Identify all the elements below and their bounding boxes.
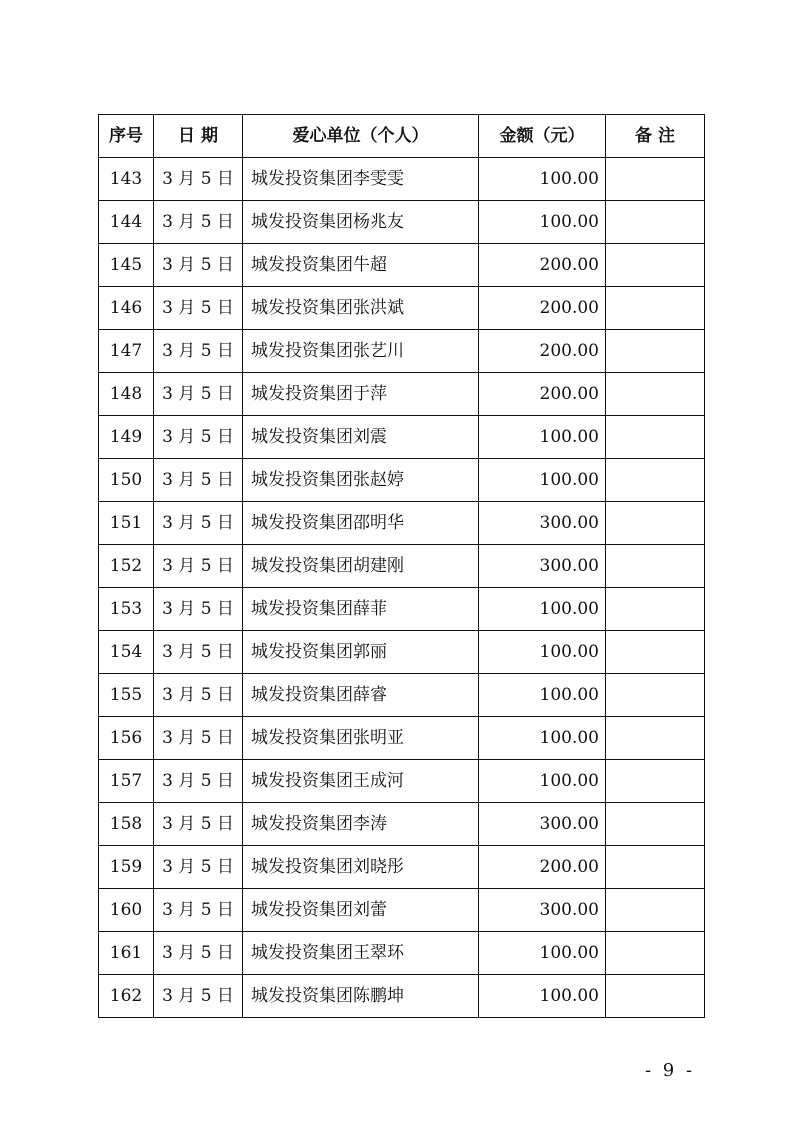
cell-date: 3 月 5 日 [154,502,243,545]
header-date: 日 期 [154,115,243,158]
cell-note [606,545,705,588]
table-row [99,631,705,674]
cell-amount: 100.00 [479,631,606,674]
cell-amount: 200.00 [479,373,606,416]
table-row [99,846,705,889]
cell-date: 3 月 5 日 [154,717,243,760]
cell-donor: 城发投资集团邵明华 [243,502,479,545]
cell-no: 144 [99,201,154,244]
cell-no: 152 [99,545,154,588]
cell-donor: 城发投资集团胡建刚 [243,545,479,588]
cell-no: 154 [99,631,154,674]
cell-no: 147 [99,330,154,373]
cell-date: 3 月 5 日 [154,846,243,889]
header-donor: 爱心单位（个人） [243,115,479,158]
table-row [99,244,705,287]
cell-amount: 100.00 [479,674,606,717]
cell-amount: 200.00 [479,244,606,287]
cell-amount: 200.00 [479,287,606,330]
table-row [99,287,705,330]
table-row [99,158,705,201]
cell-note [606,717,705,760]
cell-no: 145 [99,244,154,287]
cell-date: 3 月 5 日 [154,932,243,975]
table-row [99,889,705,932]
cell-note [606,459,705,502]
table-row [99,975,705,1018]
cell-donor: 城发投资集团李雯雯 [243,158,479,201]
table-row [99,373,705,416]
cell-no: 150 [99,459,154,502]
cell-no: 161 [99,932,154,975]
cell-note [606,502,705,545]
cell-note [606,760,705,803]
cell-amount: 300.00 [479,889,606,932]
cell-date: 3 月 5 日 [154,545,243,588]
cell-amount: 100.00 [479,588,606,631]
cell-note [606,158,705,201]
cell-donor: 城发投资集团杨兆友 [243,201,479,244]
cell-note [606,201,705,244]
cell-amount: 100.00 [479,158,606,201]
cell-amount: 100.00 [479,201,606,244]
cell-no: 160 [99,889,154,932]
cell-amount: 200.00 [479,846,606,889]
cell-note [606,803,705,846]
cell-no: 143 [99,158,154,201]
cell-date: 3 月 5 日 [154,631,243,674]
cell-note [606,889,705,932]
cell-note [606,932,705,975]
cell-no: 151 [99,502,154,545]
cell-note [606,631,705,674]
cell-donor: 城发投资集团牛超 [243,244,479,287]
cell-date: 3 月 5 日 [154,373,243,416]
cell-no: 162 [99,975,154,1018]
cell-note [606,846,705,889]
cell-donor: 城发投资集团张艺川 [243,330,479,373]
cell-date: 3 月 5 日 [154,588,243,631]
cell-donor: 城发投资集团刘震 [243,416,479,459]
cell-note [606,416,705,459]
table-row [99,588,705,631]
table-row [99,545,705,588]
cell-no: 153 [99,588,154,631]
cell-donor: 城发投资集团王成河 [243,760,479,803]
cell-donor: 城发投资集团郭丽 [243,631,479,674]
cell-amount: 300.00 [479,803,606,846]
table-row [99,502,705,545]
donation-table [98,114,705,1018]
cell-amount: 300.00 [479,545,606,588]
table-row [99,717,705,760]
table-row [99,330,705,373]
table-row [99,932,705,975]
cell-amount: 100.00 [479,459,606,502]
cell-date: 3 月 5 日 [154,287,243,330]
cell-no: 148 [99,373,154,416]
cell-date: 3 月 5 日 [154,201,243,244]
cell-amount: 100.00 [479,416,606,459]
cell-donor: 城发投资集团王翠环 [243,932,479,975]
cell-no: 155 [99,674,154,717]
cell-donor: 城发投资集团薛菲 [243,588,479,631]
cell-no: 158 [99,803,154,846]
cell-donor: 城发投资集团张洪斌 [243,287,479,330]
cell-date: 3 月 5 日 [154,459,243,502]
cell-note [606,975,705,1018]
header-note: 备 注 [606,115,705,158]
cell-no: 156 [99,717,154,760]
table-row [99,803,705,846]
cell-date: 3 月 5 日 [154,330,243,373]
cell-donor: 城发投资集团薛睿 [243,674,479,717]
cell-amount: 300.00 [479,502,606,545]
cell-donor: 城发投资集团陈鹏坤 [243,975,479,1018]
cell-donor: 城发投资集团李涛 [243,803,479,846]
table-row [99,674,705,717]
table-row [99,459,705,502]
cell-amount: 100.00 [479,717,606,760]
table-header [99,115,705,158]
cell-donor: 城发投资集团张赵婷 [243,459,479,502]
cell-donor: 城发投资集团于萍 [243,373,479,416]
cell-donor: 城发投资集团刘晓彤 [243,846,479,889]
cell-amount: 100.00 [479,975,606,1018]
cell-note [606,674,705,717]
cell-date: 3 月 5 日 [154,975,243,1018]
table-row [99,416,705,459]
cell-date: 3 月 5 日 [154,244,243,287]
cell-no: 159 [99,846,154,889]
cell-note [606,287,705,330]
cell-no: 146 [99,287,154,330]
header-amount: 金额（元） [479,115,606,158]
cell-date: 3 月 5 日 [154,889,243,932]
cell-date: 3 月 5 日 [154,760,243,803]
cell-note [606,244,705,287]
table-body [99,158,705,1018]
cell-note [606,588,705,631]
cell-amount: 100.00 [479,932,606,975]
cell-donor: 城发投资集团张明亚 [243,717,479,760]
cell-donor: 城发投资集团刘蕾 [243,889,479,932]
cell-date: 3 月 5 日 [154,803,243,846]
cell-note [606,373,705,416]
cell-amount: 100.00 [479,760,606,803]
header-no: 序号 [99,115,154,158]
page-number: - 9 - [644,1060,696,1081]
cell-no: 157 [99,760,154,803]
cell-amount: 200.00 [479,330,606,373]
cell-note [606,330,705,373]
cell-date: 3 月 5 日 [154,416,243,459]
cell-date: 3 月 5 日 [154,158,243,201]
cell-no: 149 [99,416,154,459]
cell-date: 3 月 5 日 [154,674,243,717]
header-row [99,115,705,158]
table-row [99,760,705,803]
table-row [99,201,705,244]
